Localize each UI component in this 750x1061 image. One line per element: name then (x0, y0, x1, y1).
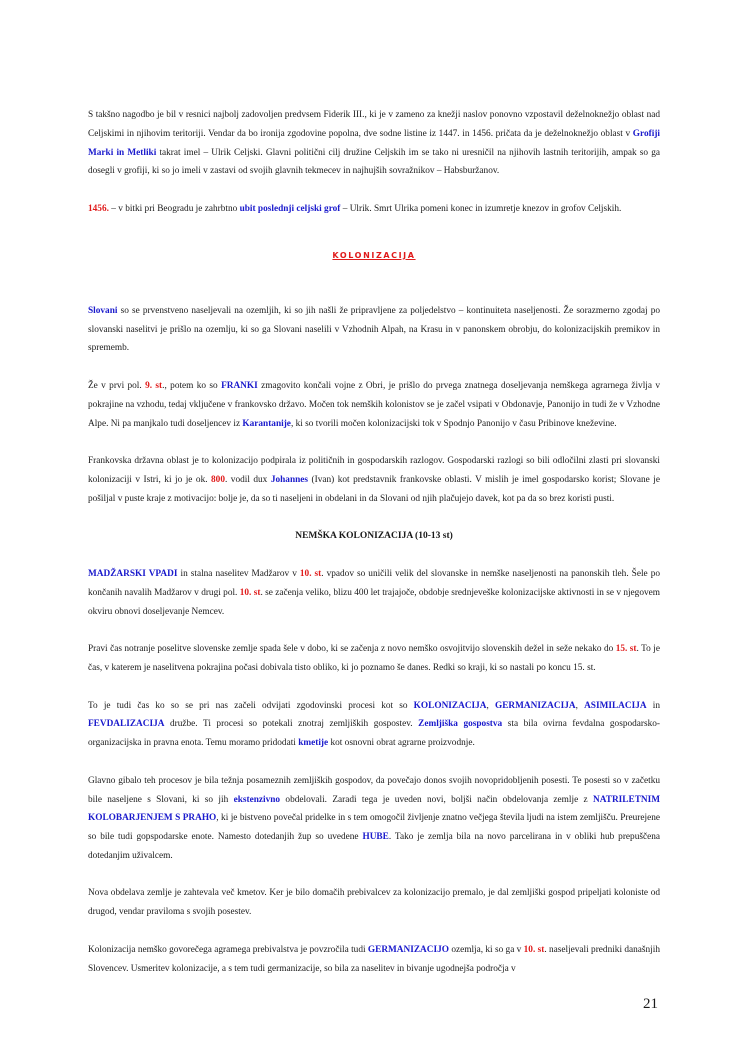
paragraph-notranja-poselitev: Pravi čas notranje poselitve slovenske zemlje spada šele v dobo, ki se začenja z novo nemško osvojitvijo slovenskih dežel in seže nekako do 15. st. To je čas, v katerem je naselitvena pokrajina počasi dobivala tisto obliko, ki jo poznamo še danes. Redki so kraji, ki so nastali po koncu 15. st. (88, 644, 660, 673)
paragraph-1456: 1456. – v bitki pri Beogradu je zahrbtno ubit poslednji celjski grof – Ulrik. Smrt Ulrika pomeni konec in izumretje knezov in grofov Celjskih. (88, 203, 622, 214)
document-page (88, 106, 660, 978)
highlight-date: 9. st (145, 380, 163, 391)
highlight-term: ubit poslednji celjski grof (239, 203, 341, 214)
highlight-date: 800 (211, 474, 225, 485)
page-number: 21 (643, 996, 658, 1012)
highlight-date: 10. st (239, 587, 261, 598)
paragraph-germanizacija: Kolonizacija nemško govorečega agramega prebivalstva je povzročila tudi GERMANIZACIJO ozemlja, ki so ga v 10. st. naseljevali predniki današnjih Slovencev. Usmeritev kolonizacije, a s tem tudi germanizacije, so bila za naselitev in bivanje ugodnejša področja v (88, 944, 660, 974)
paragraph-madzarski-vpadi: MADŽARSKI VPADI in stalna naselitev Madžarov v 10. st. vpadov so uničili velik del slovanske in nemške naseljenosti na panonskih tleh. Šele po končanih navalih Madžarov v drugi pol. 10. st. se začenja veliko, blizu 400 let trajajoče, obdobje srednjeveške kolonizacijske aktivnosti in se v njegovem okviru obnovi doseljevanje Nemcev. (88, 568, 660, 617)
highlight-term: KOLONIZACIJA (413, 700, 487, 711)
highlight-term: Grofiji Marki in Metliki (88, 128, 660, 158)
highlight-date: 10. st (523, 944, 545, 955)
highlight-term: GERMANIZACIJO (367, 944, 449, 955)
highlight-date: 10. st (299, 568, 322, 579)
paragraph-frankovska-oblast: Frankovska državna oblast je to kolonizacijo podpirala iz političnih in gospodarskih razlogov. Gospodarski razlogi so bili odločilni zlasti pri slovanski kolonizaciji v Istri, ki jo je ok. 800. vodil dux Johannes (Ivan) kot predstavnik frankovske oblasti. V mislih je imel gospodarsko korist; Slovane je pošiljal v puste kraje z motivacijo: bolje je, da so ti naseljeni in obdelani in da Slovani od njih plačujejo davek, kot pa da so brez koristi pusti. (88, 456, 660, 504)
highlight-term: kmetije (298, 738, 329, 749)
section-heading-nemska-kolonizacija: NEMŠKA KOLONIZACIJA (10-13 st) (295, 531, 453, 542)
highlight-term: Karantanije (242, 418, 291, 429)
highlight-term: FEVDALIZACIJA (88, 719, 165, 730)
highlight-date: 15. st (615, 644, 637, 655)
highlight-term: Zemljiška gospostva (418, 719, 503, 730)
paragraph-glavno-gibalo: Glavno gibalo teh procesov je bila težnja posameznih zemljiških gospodov, da povečajo donos svojih novopridobljenih posesti. Te posesti so v začetku bile naseljene s Slovani, ki so jih ekstenzivno obdelovali. Zaradi tega je uveden novi, boljši način obdelovanja zemlje z NATRILETNIM KOLOBARJENJEM S PRAHO, ki je bistveno povečal pridelke in s tem omogočil življenje znatno večjega števila ljudi na istem zemljišču. Preurejene so bile tudi gopspodarske enote. Namesto dotedanjih žup so uvedene HUBE. Tako je zemlja bila na novo parcelirana in v obliki hub prepuščena dotedanjim uživalcem. (88, 775, 660, 861)
highlight-term: Slovani (88, 305, 118, 316)
section-heading-kolonizacija: KOLONIZACIJA (332, 250, 416, 260)
highlight-term: GERMANIZACIJA (495, 700, 576, 711)
highlight-term: MADŽARSKI VPADI (88, 568, 178, 579)
highlight-term: ASIMILACIJA (584, 700, 647, 711)
highlight-term: HUBE (362, 832, 389, 843)
paragraph-slovani: Slovani so se prvenstveno naseljevali na ozemljih, ki so jih našli že pripravljene za poljedelstvo – kontinuiteta naseljenosti. Že sorazmerno zgodaj po slovanski naselitvi je prišlo na ozemlju, ki so ga Slovani naselili v Vzhodnih Alpah, na Krasu in v panonskem obrobju, do kolonizacijskih premikov in sprememb. (88, 305, 660, 354)
highlight-term: FRANKI (221, 380, 258, 391)
paragraph-franki: Že v prvi pol. 9. st., potem ko so FRANKI zmagovito končali vojne z Obri, je prišlo do prvega znatnega doseljevanja nemškega agrarnega življa v pokrajine na vzhodu, tedaj vključene v frankovsko državo. Močen tok nemških kolonistov se je začel vsipati v Obdonavje, Panonijo in tudi že v Vzhodne Alpe. Ni pa manjkalo tudi doseljencev iz Karantanije, ki so tvorili močen kolonizacijski tok v Spodnjo Panonijo v času Pribinove kneževine. (88, 380, 661, 429)
paragraph-zgodovinski-procesi: To je tudi čas ko so se pri nas začeli odvijati zgodovinski procesi kot so KOLONIZACIJA, GERMANIZACIJA, ASIMILACIJA in FEVDALIZACIJA družbe. Ti procesi so potekali znotraj zemljiških gospostev. Zemljiška gospostva sta bila ovirna fevdalna gospodarsko-organizacijska in pravna enota. Temu moramo pridodati kmetije kot osnovni obrat agrarne proizvodnje. (88, 700, 660, 749)
paragraph-celjski-grofija: S takšno nagodbo je bil v resnici najbolj zadovoljen predvsem Fiderik III., ki je v zameno za knežji naslov ponovno vzpostavil deželnoknežjo oblast nad Celjskimi in njihovim teritoriji. Vendar da bo ironija zgodovine popolna, dve sodne listine iz 1447. in 1456. pričata da je deželnoknežjo oblast v Grofiji Marki in Metliki takrat imel – Ulrik Celjski. Glavni politični cilj družine Celjskih im se tako ni uresničil na njihovih lastnih teritorijih, ampak so ga dosegli v grofiji, ki so jo imeli v zastavi od svojih glavnih tekmecev in najhujših sovražnikov – Habsburžanov. (88, 110, 661, 177)
highlight-date: 1456. (88, 203, 109, 214)
highlight-term: NATRILETNIM KOLOBARJENJEM S PRAHO (88, 794, 660, 824)
paragraph-nova-obdelava: Nova obdelava zemlje je zahtevala več kmetov. Ker je bilo domačih prebivalcev za kolonizacijo premalo, je dal zemljiški gospod pripeljati koloniste od drugod, vendar praviloma s svojih posestev. (88, 888, 660, 918)
highlight-term: ekstenzivno (233, 794, 281, 805)
highlight-term: Johannes (270, 474, 309, 485)
